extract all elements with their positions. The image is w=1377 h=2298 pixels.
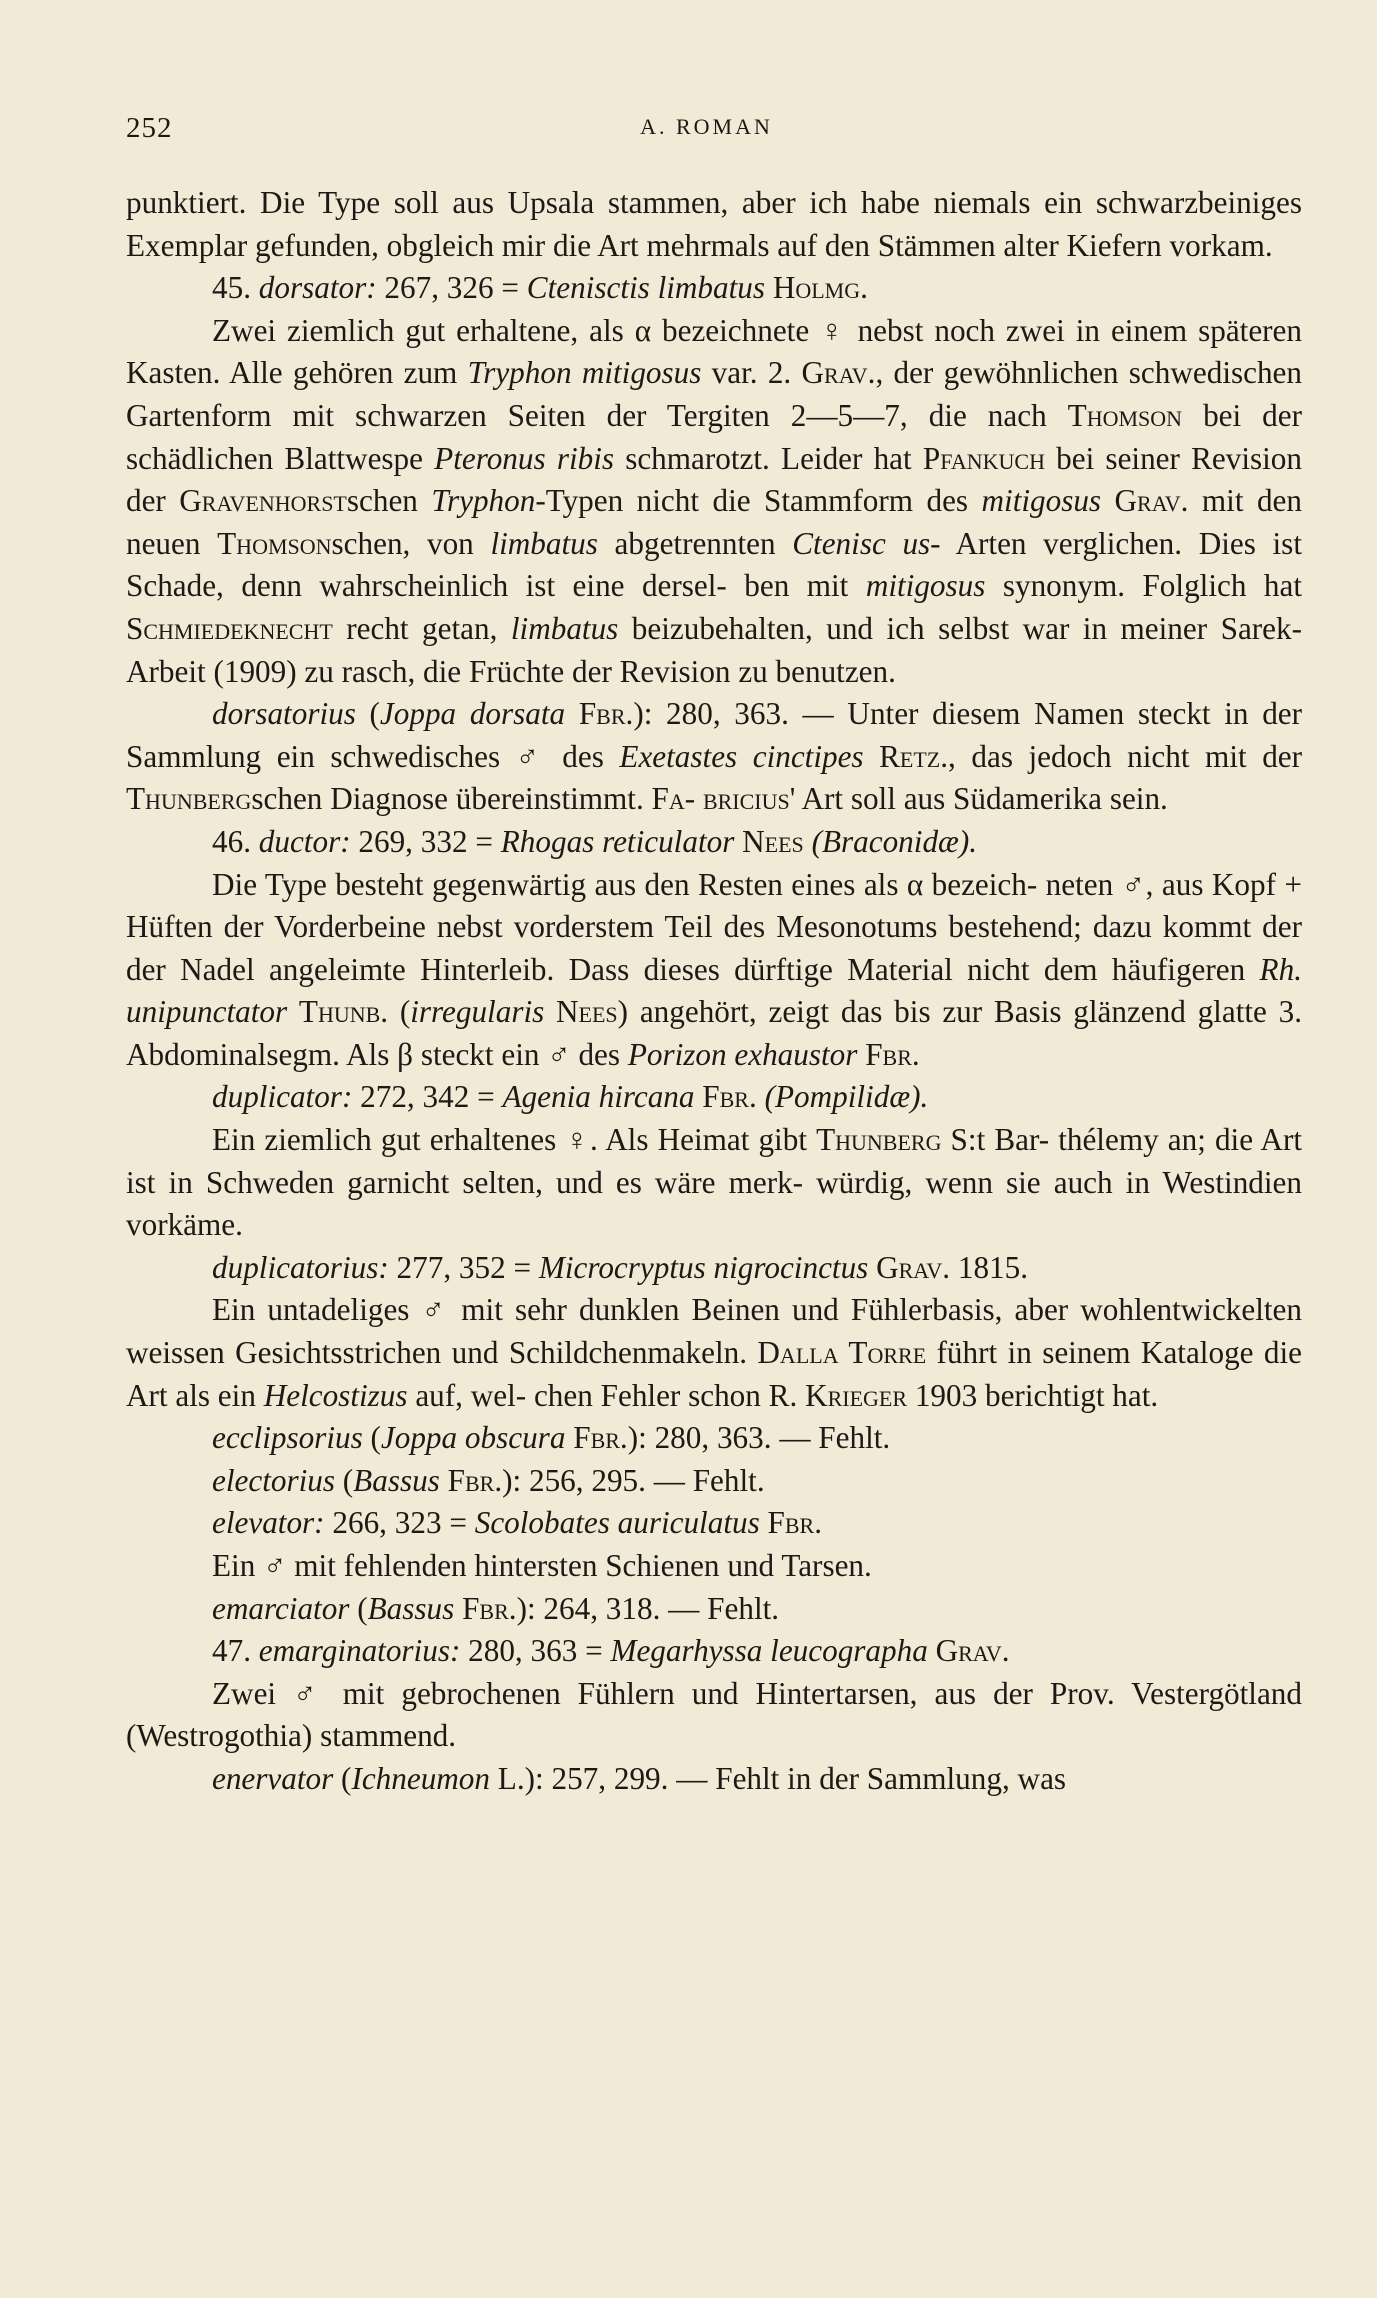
text-run: Zwei ziemlich gut erhaltene, als α bezeichnete ♀ nebst noch zwei in einem späteren Kasten. Alle gehören zum xyxy=(126,312,1302,391)
paragraph xyxy=(126,267,1302,310)
small-caps-name: Thunberg xyxy=(816,1122,942,1158)
paragraph xyxy=(126,1545,1302,1588)
paragraph xyxy=(126,1460,1302,1503)
text-run: ): 280, 363. — Fehlt. xyxy=(627,1420,891,1456)
text-run: Ein untadeliges ♂ mit sehr dunklen Beinen und Fühlerbasis, aber wohlentwickelten weissen Gesichtsstrichen und Schildchenmakeln. xyxy=(126,1292,1302,1371)
italic-text: electorius xyxy=(212,1462,335,1498)
italic-text: Porizon exhaustor xyxy=(627,1036,858,1072)
italic-text: Pteronus ribis xyxy=(434,440,615,476)
text-run: abgetrennten xyxy=(597,525,793,561)
text-run: Arten verglichen. Dies ist Schade, denn wahrscheinlich ist eine dersel- ben mit xyxy=(126,525,1302,604)
paragraph xyxy=(126,1630,1302,1673)
italic-text: Bassus xyxy=(367,1590,455,1626)
paragraph xyxy=(126,1076,1302,1119)
text-run: ( xyxy=(388,994,411,1030)
italic-text: Scolobates auriculatus xyxy=(474,1505,760,1541)
italic-text: irregularis xyxy=(410,994,545,1030)
text-run: Ein ziemlich gut erhaltenes ♀. Als Heimat gibt xyxy=(212,1122,817,1158)
paragraph xyxy=(126,1758,1302,1801)
page-header xyxy=(126,112,1287,152)
text-run xyxy=(565,696,579,731)
text-run: -Typen nicht die Stammform des xyxy=(535,483,982,519)
paragraph xyxy=(126,1417,1302,1460)
small-caps-name: Gravenhorst xyxy=(179,483,347,519)
text-run: beizubehalten, und ich selbst war in meiner Sarek-Arbeit (1909) zu rasch, die Früchte der Revision zu benutzen. xyxy=(126,610,1302,689)
text-run: ( xyxy=(333,1760,352,1796)
text-run xyxy=(1101,483,1114,518)
italic-text: Exetastes cinctipes xyxy=(619,738,864,774)
small-caps-name: Thomson xyxy=(1067,397,1183,433)
text-run: L.): 257, 299. — Fehlt in der Sammlung, was xyxy=(490,1760,1067,1796)
text-run: synonym. Folglich hat xyxy=(985,568,1302,604)
paragraph xyxy=(126,693,1302,821)
text-run: Die Type besteht gegenwärtig aus den Resten eines als α bezeich- neten ♂, aus Kopf + Hüften der Vorderbeine nebst vorderstem Teil des Mesonotums bestehend; dazu kommt der der Nadel angeleimte Hinterleib. Dass dieses dürftige Material nicht dem häufigeren xyxy=(126,866,1302,987)
paragraph xyxy=(126,1502,1302,1545)
italic-text: Rh. unipunctator xyxy=(126,951,1302,1030)
text-run: ' Art soll aus Südamerika sein. xyxy=(789,781,1168,817)
text-run: führt in seinem Kataloge die Art als ein xyxy=(126,1335,1302,1413)
text-run: 45. xyxy=(212,270,259,306)
text-run: , das jedoch nicht mit der xyxy=(948,738,1303,774)
text-run: schen Diagnose übereinstimmt. xyxy=(251,781,652,817)
text-run: ( xyxy=(349,1590,368,1626)
text-run: Zwei ♂ mit gebrochenen Fühlern und Hintertarsen, aus der Prov. Vestergötland (Westrogothia) stammend. xyxy=(126,1675,1302,1754)
italic-text: Tryphon mitigosus xyxy=(467,355,702,391)
text-run: 47. xyxy=(212,1633,259,1669)
text-run: 46. xyxy=(212,823,259,859)
paragraph xyxy=(126,310,1302,693)
text-run: bei seiner Revision der xyxy=(126,440,1302,519)
paragraph xyxy=(126,864,1302,1077)
italic-text: (Pompilidæ). xyxy=(764,1079,929,1115)
text-run: Ein ♂ mit fehlenden hintersten Schienen und Tarsen. xyxy=(212,1548,872,1583)
text-run: ( xyxy=(355,696,380,732)
small-caps-name: Grav. xyxy=(801,355,876,391)
italic-text: Megarhyssa leucographa xyxy=(610,1633,928,1669)
italic-text: ductor: xyxy=(258,823,351,859)
text-run xyxy=(734,824,742,859)
text-run: schen xyxy=(346,483,432,519)
text-run: ) angehört, zeigt das bis zur Basis glänzend glatte 3. Abdominalsegm. Als β steckt ein ♂ des xyxy=(126,994,1303,1072)
small-caps-name: Fbr. xyxy=(578,696,634,732)
italic-text: limbatus xyxy=(490,525,598,561)
small-caps-name: Fbr. xyxy=(462,1590,517,1626)
paragraph xyxy=(126,1289,1302,1417)
paragraph xyxy=(126,1119,1302,1247)
text-run xyxy=(440,1463,448,1498)
text-run: 280, 363 = xyxy=(460,1633,611,1669)
text-run xyxy=(928,1633,936,1668)
paragraph xyxy=(126,821,1302,864)
italic-text: Joppa dorsata xyxy=(379,696,566,732)
small-caps-name: Fbr. xyxy=(865,1036,920,1072)
text-run: schen, von xyxy=(331,525,491,561)
italic-text: limbatus xyxy=(510,610,619,646)
small-caps-name: Thunberg xyxy=(126,781,252,817)
small-caps-name: Grav. xyxy=(935,1633,1010,1669)
text-run: recht getan, xyxy=(332,610,511,646)
small-caps-name: Fbr. xyxy=(573,1420,628,1456)
small-caps-name: Fbr. xyxy=(767,1505,823,1541)
italic-text: Agenia hircana xyxy=(502,1079,695,1115)
italic-text: Rhogas reticulator xyxy=(500,823,735,859)
paragraph xyxy=(126,1588,1302,1631)
italic-text: dorsator: xyxy=(258,270,377,306)
small-caps-name: Fbr. xyxy=(702,1079,757,1115)
italic-text: emarginatorius: xyxy=(258,1633,461,1669)
text-run: ): 264, 318. — Fehlt. xyxy=(516,1590,780,1626)
text-run: 1903 berichtigt hat. xyxy=(907,1377,1159,1413)
text-run: ): 256, 295. — Fehlt. xyxy=(502,1462,765,1498)
text-run xyxy=(757,1079,765,1114)
text-run: auf, wel- chen Fehler schon R. xyxy=(407,1377,806,1413)
text-run xyxy=(765,270,773,305)
text-run: ( xyxy=(362,1420,381,1456)
paragraph xyxy=(126,1247,1302,1290)
italic-text: Microcryptus nigrocinctus xyxy=(538,1249,869,1285)
text-run: , der gewöhnlichen schwedischen Gartenform mit schwarzen Seiten der Tergiten 2—5—7, die nach xyxy=(126,355,1302,433)
text-run: 266, 323 = xyxy=(324,1505,475,1541)
small-caps-name: Grav. xyxy=(876,1249,951,1285)
running-head: A. ROMAN xyxy=(640,114,773,139)
body-text xyxy=(126,182,1302,1801)
italic-text: mitigosus xyxy=(865,568,986,604)
text-run xyxy=(544,994,556,1029)
italic-text: elevator: xyxy=(212,1505,325,1541)
small-caps-name: Grav. xyxy=(1114,483,1189,519)
text-run: 277, 352 = xyxy=(388,1249,539,1285)
italic-text: dorsatorius xyxy=(212,696,356,732)
small-caps-name: Schmiedeknecht xyxy=(126,610,333,646)
text-run: 272, 342 = xyxy=(352,1079,503,1115)
text-run: 267, 326 = xyxy=(376,270,527,306)
text-run: mit den neuen xyxy=(126,483,1302,561)
italic-text: Helcostizus xyxy=(263,1377,408,1413)
text-run: var. 2. xyxy=(701,355,802,391)
italic-text: (Braconidæ). xyxy=(811,823,978,859)
italic-text: mitigosus xyxy=(981,483,1102,519)
text-run: ): 280, 363. — Unter diesem Namen steckt in der Sammlung ein schwedisches ♂ des xyxy=(126,696,1303,774)
text-run xyxy=(868,1250,876,1285)
small-caps-name: Thomson xyxy=(217,525,332,561)
italic-text: ecclipsorius xyxy=(212,1420,363,1456)
italic-text: duplicator: xyxy=(212,1079,353,1115)
small-caps-name: Holmg. xyxy=(772,270,868,306)
text-run xyxy=(804,824,812,859)
paragraph xyxy=(126,1673,1302,1758)
small-caps-name: Pfankuch xyxy=(922,440,1045,476)
italic-text: Joppa obscura xyxy=(380,1420,566,1456)
italic-text: enervator xyxy=(212,1760,334,1796)
small-caps-name: Thunb. xyxy=(298,994,389,1030)
small-caps-name: Nees xyxy=(556,994,618,1030)
text-run: punktiert. Die Type soll aus Upsala stammen, aber ich habe niemals ein schwarzbeiniges Exemplar gefunden, obgleich mir die Art mehrmals auf den Stämmen alter Kiefern vorkam. xyxy=(126,185,1302,263)
italic-text: emarciator xyxy=(212,1590,350,1626)
small-caps-name: Fa- bricius xyxy=(651,781,790,817)
small-caps-name: Krieger xyxy=(805,1377,908,1413)
paragraph xyxy=(126,182,1302,267)
italic-text: Ichneumon xyxy=(351,1760,490,1796)
text-run xyxy=(287,994,299,1029)
text-run: schmarotzt. Leider hat xyxy=(614,440,923,476)
italic-text: Ctenisctis limbatus xyxy=(526,270,766,306)
text-run: bei der schädlichen Blattwespe xyxy=(126,397,1302,476)
text-run: ( xyxy=(334,1462,354,1498)
text-run xyxy=(864,739,880,774)
italic-text: Tryphon xyxy=(431,483,536,519)
small-caps-name: Retz. xyxy=(879,738,949,774)
text-run xyxy=(760,1505,768,1540)
small-caps-name: Dalla Torre xyxy=(757,1335,927,1371)
small-caps-name: Nees xyxy=(742,823,804,859)
italic-text: Bassus xyxy=(353,1462,440,1498)
page-number: 252 xyxy=(126,112,173,144)
italic-text: Ctenisc us- xyxy=(792,525,941,561)
text-run: 269, 332 = xyxy=(350,823,501,859)
italic-text: duplicatorius: xyxy=(212,1249,389,1285)
small-caps-name: Fbr. xyxy=(447,1462,503,1498)
text-run: S:t Bar- thélemy an; die Art ist in Schweden garnicht selten, und es wäre merk- würdig, wenn sie auch in Westindien vorkäme. xyxy=(126,1122,1302,1243)
text-run: 1815. xyxy=(950,1249,1029,1285)
text-run xyxy=(454,1591,462,1626)
